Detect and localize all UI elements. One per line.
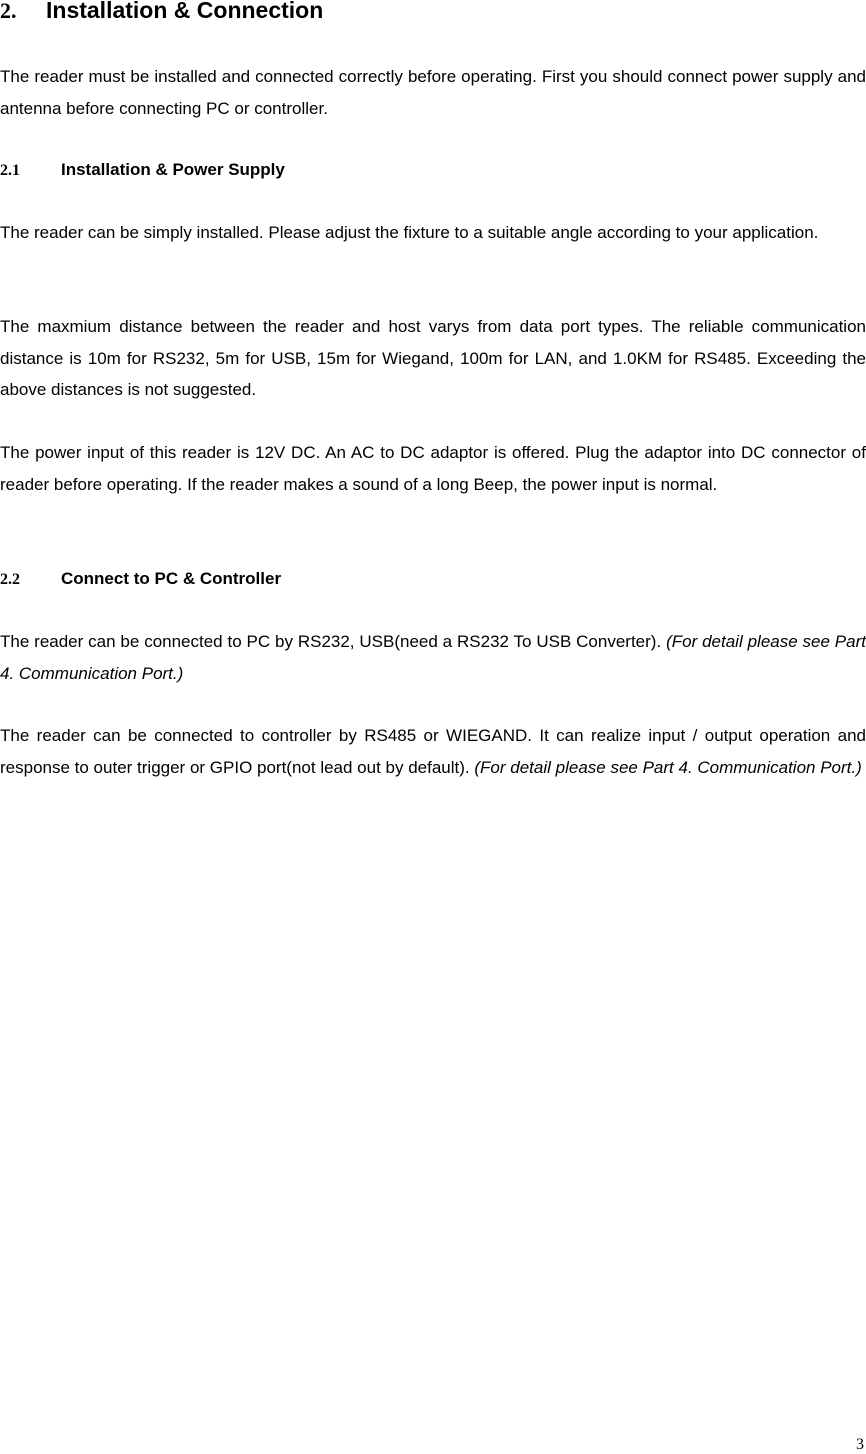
paragraph-installation: The reader can be simply installed. Please adjust the fixture to a suitable angle according to your application. — [0, 223, 819, 242]
paragraph-note: (For detail please see Part 4. Communication Port.) — [0, 632, 866, 683]
paragraph-pc-connection — [0, 626, 866, 689]
subsection-title: Connect to PC & Controller — [61, 569, 282, 588]
subsection-number: 2.2 — [0, 571, 20, 588]
section-heading — [0, 0, 323, 25]
paragraph-power: The power input of this reader is 12V DC. An AC to DC adaptor is offered. Plug the adaptor into DC connector of reader before operating. If the reader makes a sound of a long Beep, the power input is normal. — [0, 443, 866, 494]
subsection-heading-installation — [0, 160, 285, 182]
subsection-title: Installation & Power Supply — [61, 160, 285, 179]
section-intro: The reader must be installed and connected correctly before operating. First you should connect power supply and antenna before connecting PC or controller. — [0, 67, 866, 118]
paragraph-distance: The maxmium distance between the reader and host varys from data port types. The reliable communication distance is 10m for RS232, 5m for USB, 15m for Wiegand, 100m for LAN, and 1.0KM for RS485. Exceeding the above distances is not suggested. — [0, 317, 866, 399]
subsection-heading-connect — [0, 569, 281, 591]
paragraph-note: (For detail please see Part 4. Communication Port.) — [474, 757, 862, 777]
section-number: 2. — [0, 0, 17, 23]
section-title: Installation & Connection — [46, 0, 324, 23]
paragraph-text: The reader can be connected to controller by RS485 or WIEGAND. It can realize input / output operation and response to outer trigger or GPIO port(not lead out by default). — [0, 726, 866, 777]
paragraph-text: The reader can be connected to PC by RS232, USB(need a RS232 To USB Converter). — [0, 632, 662, 651]
page-number: 3 — [856, 1436, 864, 1453]
subsection-number: 2.1 — [0, 162, 20, 179]
paragraph-controller-connection — [0, 720, 866, 783]
